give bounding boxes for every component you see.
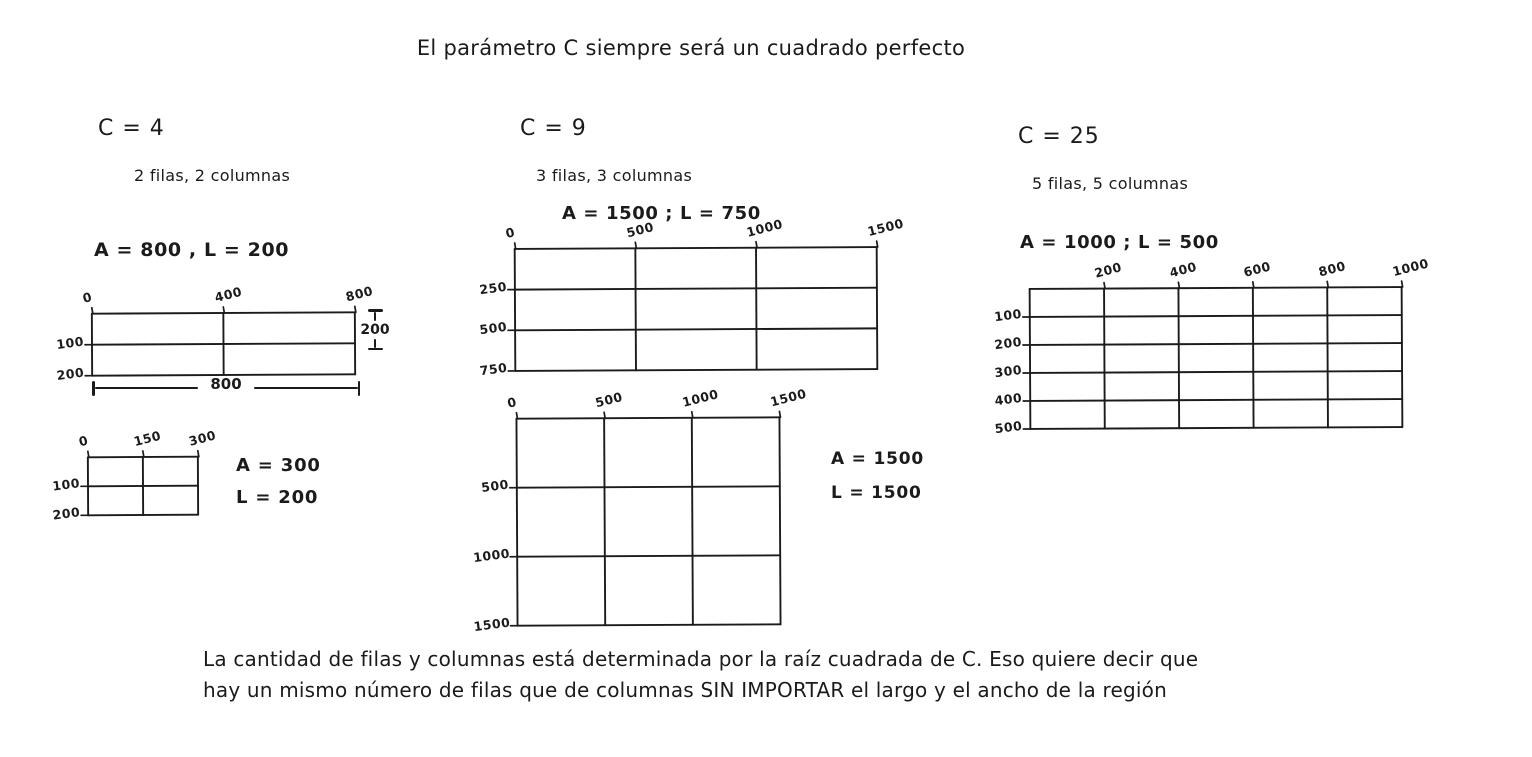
left-tick-label: 100 [993,305,1023,325]
top-tick-label: 500 [593,388,624,411]
area-label: A = 1500 [831,449,924,469]
left-tick-label: 400 [993,389,1024,409]
grid-c4-region-800x200 [55,282,375,383]
left-tick-label: 500 [480,476,510,495]
length-label: L = 1500 [831,483,922,503]
grid-c9-region-1500x750 [478,215,906,379]
top-tick-label: 1500 [865,215,906,240]
top-tick-label: 1000 [1390,255,1431,280]
dimension-line [95,387,199,390]
top-tick-label: 800 [344,282,375,305]
height-dimension-bracket [360,309,390,381]
footer-explanation [203,644,1198,706]
height-dimension-label: 200 [360,321,390,338]
length-label: L = 200 [236,487,319,508]
section-c4-formula: A = 800 , L = 200 [94,239,290,261]
dimension-stem [374,339,377,348]
left-tick-label: 1500 [472,614,512,635]
grid-lines [92,312,355,375]
grid-c25-region-1000x500 [993,255,1431,437]
left-tick-label: 300 [993,361,1023,381]
page-title: El parámetro C siempre será un cuadrado perfecto [416,36,966,60]
section-c9-heading: C = 9 [520,116,587,141]
grid-lines [88,457,198,516]
top-tick-label: 500 [624,219,656,241]
left-tick-label: 100 [55,333,85,352]
left-tick-label: 200 [55,364,85,383]
footer-line-2: hay un mismo número de filas que de columnas SIN IMPORTAR el largo y el ancho de la región [203,678,1167,702]
top-tick-label: 400 [212,283,244,306]
section-c4-heading: C = 4 [98,116,165,141]
footer-line-1: La cantidad de filas y columnas está determinada por la raíz cuadrada de C. Eso quiere decir que [203,647,1199,671]
grid-lines [1030,287,1403,429]
left-tick-label: 100 [51,475,81,494]
top-tick-label: 400 [1167,258,1199,281]
left-tick-label: 500 [993,417,1024,437]
grid-lines [516,417,780,625]
grid-c4-region-300x200 [51,427,218,523]
left-tick-label: 200 [51,504,81,523]
top-tick-label: 150 [132,427,163,450]
left-tick-label: 500 [478,319,508,338]
width-dimension-label: 800 [210,375,242,393]
top-tick-label: 0 [503,224,517,241]
grid-c9-region-1500x1500 [472,385,809,635]
top-tick-label: 600 [1242,258,1273,280]
section-c25-subheading: 5 filas, 5 columnas [1032,174,1189,193]
section-c25-formula: A = 1000 ; L = 500 [1020,232,1219,253]
left-tick-label: 200 [993,333,1023,353]
left-tick-label: 750 [478,359,509,379]
top-tick-label: 1000 [745,216,785,240]
top-tick-label: 1000 [681,386,721,410]
left-tick-label: 1000 [472,545,511,566]
top-tick-label: 0 [81,288,94,306]
dimension-stem [374,312,377,321]
section-c9-formula: A = 1500 ; L = 750 [562,203,761,224]
grid-lines [515,247,878,371]
area-label: A = 300 [236,455,321,476]
grid-c9-square-side-labels [831,442,924,510]
section-c4-subheading: 2 filas, 2 columnas [134,166,291,185]
grid-c4-small-side-labels [236,450,321,514]
left-tick-label: 250 [478,278,508,297]
section-c9-subheading: 3 filas, 3 columnas [536,166,693,185]
dimension-cap [368,348,383,351]
top-tick-label: 800 [1316,258,1347,280]
top-tick-label: 0 [77,432,90,450]
top-tick-label: 300 [187,427,218,449]
width-dimension-bracket [92,375,360,397]
top-tick-label: 1500 [768,385,809,410]
dimension-line [254,387,358,390]
section-c25-heading: C = 25 [1018,124,1100,149]
dimension-cap [358,381,361,396]
top-tick-label: 0 [505,393,519,411]
top-tick-label: 200 [1093,259,1124,281]
